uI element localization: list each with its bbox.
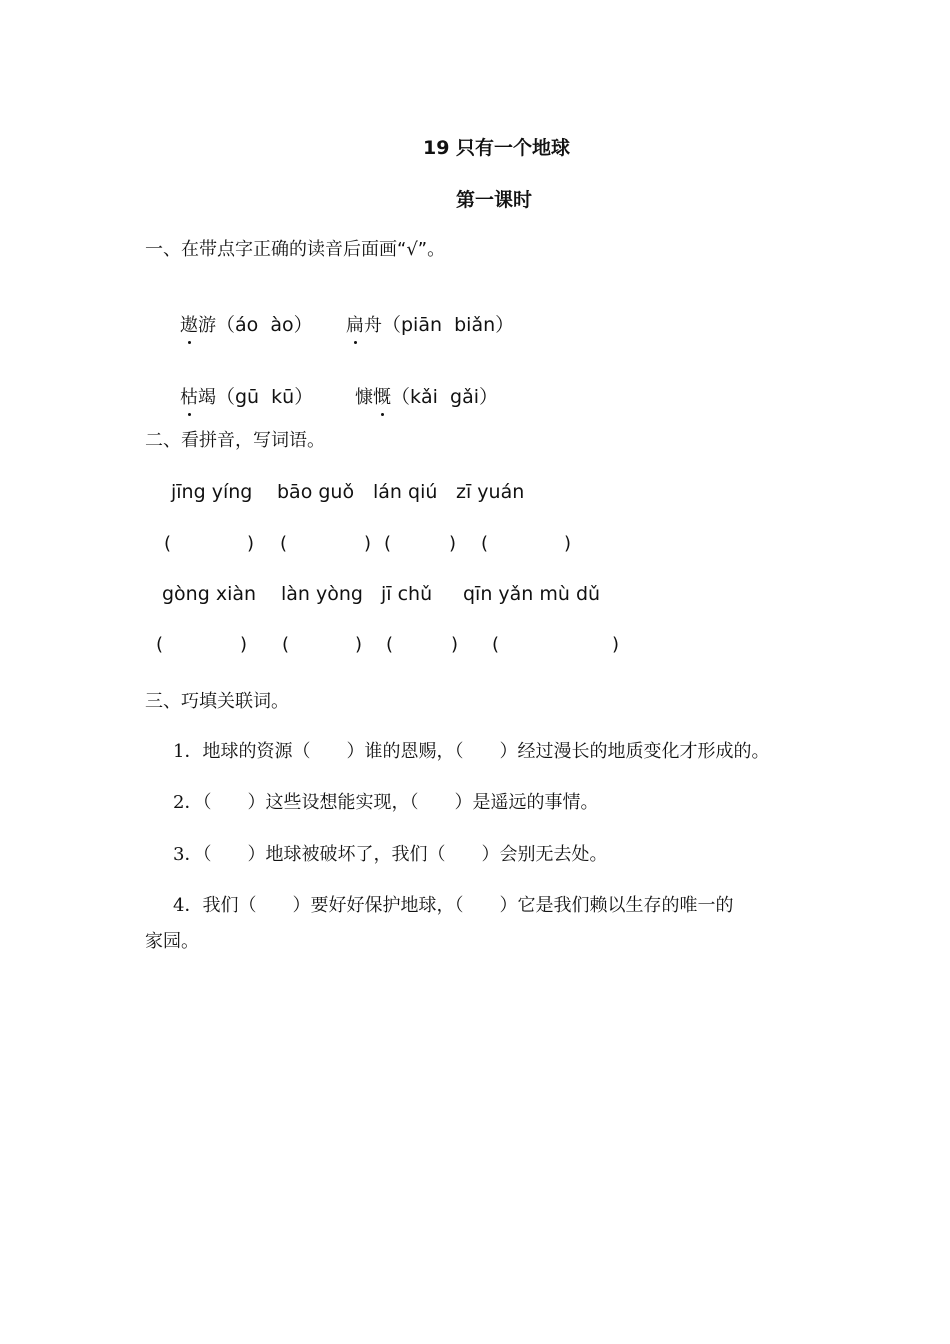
plain-char: 竭 xyxy=(198,387,216,408)
document-title: 19 只有一个地球 xyxy=(423,137,571,159)
answer-blank-close: ) xyxy=(612,634,620,655)
fill-in-sentence: 4．我们（ ）要好好保护地球，（ ）它是我们赖以生存的唯一的 xyxy=(173,895,734,916)
pinyin-word: jīng yíng xyxy=(171,481,253,503)
answer-blank-open: ( xyxy=(384,533,392,554)
fill-in-sentence: 3．（ ）地球被破坏了，我们（ ）会别无去处。 xyxy=(173,844,608,865)
dotted-char: 扁 xyxy=(346,311,364,337)
pinyin-word: làn yòng xyxy=(281,583,363,605)
dotted-char: 枯 xyxy=(180,383,198,409)
answer-blank-close: ) xyxy=(564,533,572,554)
pinyin-word: jī chǔ xyxy=(381,583,433,605)
pronunciation-item xyxy=(172,364,313,409)
answer-blank-open: ( xyxy=(156,634,164,655)
answer-blank-close: ) xyxy=(240,634,248,655)
answer-blank-open: ( xyxy=(492,634,500,655)
answer-blank-open: ( xyxy=(164,533,172,554)
answer-blank-close: ) xyxy=(449,533,457,554)
pinyin-word: lán qiú xyxy=(373,481,438,503)
pronunciation-options: （gū kū） xyxy=(216,386,314,408)
answer-blank-open: ( xyxy=(481,533,489,554)
answer-blank-close: ) xyxy=(247,533,255,554)
answer-blank-open: ( xyxy=(386,634,394,655)
lesson-subtitle: 第一课时 xyxy=(456,189,533,211)
answer-blank-close: ) xyxy=(355,634,363,655)
fill-in-sentence-continued: 家园。 xyxy=(145,931,199,952)
plain-char: 游 xyxy=(198,315,216,336)
answer-blank-open: ( xyxy=(280,533,288,554)
pronunciation-options: （piān biǎn） xyxy=(382,314,515,336)
plain-char: 慷 xyxy=(355,387,373,408)
answer-blank-close: ) xyxy=(364,533,372,554)
fill-in-sentence: 1．地球的资源（ ）谁的恩赐，（ ）经过漫长的地质变化才形成的。 xyxy=(173,741,770,762)
pinyin-word: qīn yǎn mù dǔ xyxy=(463,583,601,605)
pronunciation-item xyxy=(172,292,313,337)
answer-blank-open: ( xyxy=(282,634,290,655)
pinyin-word: gòng xiàn xyxy=(162,583,257,605)
fill-in-sentence: 2．（ ）这些设想能实现，（ ）是遥远的事情。 xyxy=(173,792,599,813)
pronunciation-options: （áo ào） xyxy=(216,314,313,336)
pinyin-word: zī yuán xyxy=(456,481,525,503)
answer-blank-close: ) xyxy=(451,634,459,655)
plain-char: 舟 xyxy=(364,315,382,336)
pronunciation-item xyxy=(338,292,514,337)
dotted-char: 慨 xyxy=(373,383,391,409)
pinyin-word: bāo guǒ xyxy=(277,481,355,503)
section-one-heading: 一、在带点字正确的读音后面画“√”。 xyxy=(145,239,446,260)
dotted-char: 遨 xyxy=(180,311,198,337)
section-three-heading: 三、巧填关联词。 xyxy=(145,691,289,712)
pronunciation-options: （kǎi gǎi） xyxy=(391,386,498,408)
pronunciation-item xyxy=(347,364,498,409)
section-two-heading: 二、看拼音，写词语。 xyxy=(145,430,325,451)
